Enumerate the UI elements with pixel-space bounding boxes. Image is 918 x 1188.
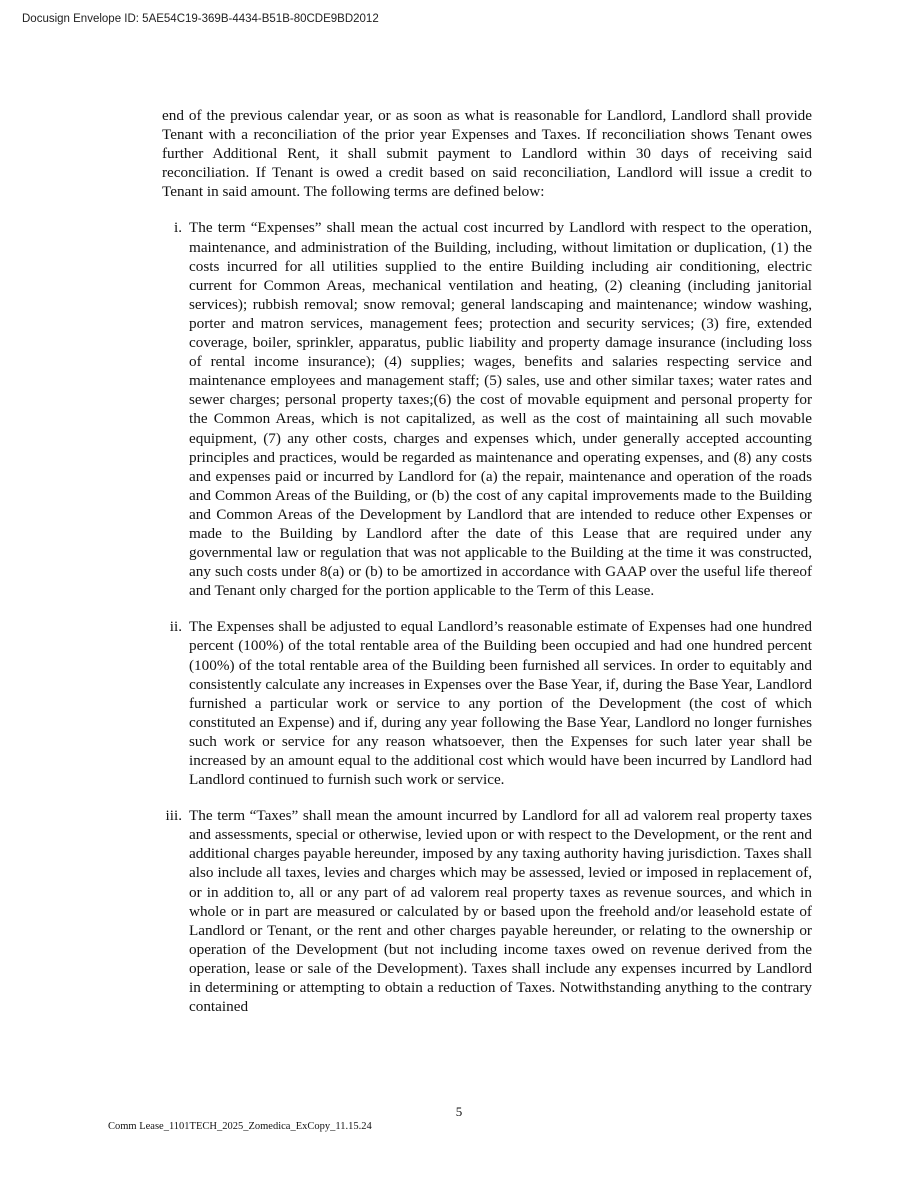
item-text: The term “Expenses” shall mean the actual cost incurred by Landlord with respect to the operation, maintenance, and administration of the Building, including, without limitation or duplication, (1) the costs incurred for all utilities supplied to the entire Building including air conditioning, electric current for Common Areas, mechanical ventilation and heating, (2) cleaning (including janitorial services); rubbish removal; snow removal; general landscaping and maintenance; window washing, porter and matron services, management fees; protection and security services; (3) fire, extended coverage, boiler, sprinkler, apparatus, public liability and property damage insurance (including loss of rental income insurance); (4) supplies; wages, benefits and salaries respecting service and maintenance employees and management staff; (5) sales, use and other similar taxes; water rates and sewer charges; personal property taxes;(6) the cost of movable equipment and personal property for the Common Areas, which is not capitalized, as well as the cost of maintaining all such movable equipment, (7) any other costs, charges and expenses which, under generally accepted accounting principles and practices, would be regarded as maintenance and operating expenses, and (8) any costs and expenses paid or incurred by Landlord for (a) the repair, maintenance and operation of the roads and Common Areas of the Building, or (b) the cost of any capital improvements made to the Building and Common Areas of the Development by Landlord that are intended to reduce other Expenses or made to the Building by Landlord after the date of this Lease that are required under any governmental law or regulation that was not applicable to the Building at the time it was constructed, any such costs under 8(a) or (b) to be amortized in accordance with GAAP over the useful life thereof and Tenant only charged for the portion applicable to the Term of this Lease. [189,219,812,600]
intro-paragraph: end of the previous calendar year, or as soon as what is reasonable for Landlord, Landlord shall provide Tenant with a reconciliation of the prior year Expenses and Taxes. If reconciliation shows Tenant owes further Additional Rent, it shall submit payment to Landlord within 30 days of receiving said reconciliation. If Tenant is owed a credit based on said reconciliation, Landlord will issue a credit to Tenant in said amount. The following terms are defined below: [162,107,812,201]
envelope-id: Docusign Envelope ID: 5AE54C19-369B-4434-B51B-80CDE9BD2012 [22,13,379,25]
definition-item-expense-adjustment [162,617,812,789]
footer-document-name: Comm Lease_1101TECH_2025_Zomedica_ExCopy_11.15.24 [108,1121,372,1132]
item-numeral: ii. [169,618,182,636]
document-body [162,106,812,1033]
item-numeral: iii. [165,807,182,825]
definition-item-taxes [162,806,812,1016]
definition-item-expenses [162,218,812,600]
page-number: 5 [455,1104,463,1119]
item-text: The Expenses shall be adjusted to equal Landlord’s reasonable estimate of Expenses had one hundred percent (100%) of the total rentable area of the Building been occupied and had one hundred percent (100%) of the total rentable area of the Building been furnished all services. In order to equitably and consistently calculate any increases in Expenses over the Base Year, if, during the Base Year, Landlord furnished a particular work or service to any portion of the Development (the cost of which constituted an Expense) and if, during any year following the Base Year, Landlord no longer furnishes such work or service for any reason whatsoever, then the Expenses for such later year shall be increased by an amount equal to the additional cost which would have been incurred by Landlord had Landlord continued to furnish such work or service. [189,618,812,789]
item-text: The term “Taxes” shall mean the amount incurred by Landlord for all ad valorem real property taxes and assessments, special or otherwise, levied upon or with respect to the Development, or the rent and additional charges payable hereunder, imposed by any taxing authority having jurisdiction. Taxes shall also include all taxes, levies and charges which may be assessed, levied or imposed in replacement of, or in addition to, all or any part of ad valorem real property taxes as revenue sources, and which in whole or in part are measured or calculated by or based upon the freehold and/or leasehold estate of Landlord or Tenant, or the rent and other charges payable hereunder, or relating to the ownership or operation of the Development (but not including income taxes owed on revenue derived from the operation, lease or sale of the Development). Taxes shall include any expenses incurred by Landlord in determining or attempting to obtain a reduction of Taxes. Notwithstanding anything to the contrary contained [189,807,812,1016]
item-numeral: i. [173,219,182,237]
